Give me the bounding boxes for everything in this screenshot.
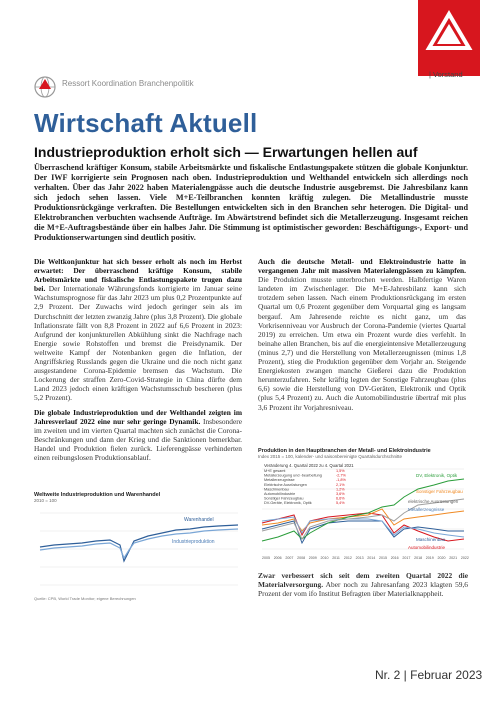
left-paragraph-2: [34, 408, 242, 463]
chart2-year-tick: 2007: [285, 556, 294, 560]
chart2-table-header: Veränderung 4. Quartal 2022 zu 4. Quartal 2021: [264, 463, 354, 468]
chart1-label-industrie: Industrieproduktion: [172, 539, 215, 545]
chart2-subtitle: Index 2015 = 100, kalender- und saisonbereinigte Quartalsdurchschnitte: [258, 454, 402, 459]
left-paragraph-1: [34, 257, 242, 403]
logo-triangle-icon: [423, 8, 475, 54]
chart1-source: Quelle: CPB, World Trade Monitor; eigene Berechnungen: [34, 596, 136, 601]
chart2-year-tick: 2012: [343, 556, 352, 560]
chart2-row-value: 2,1%: [336, 482, 345, 487]
chart2-label-metall: Metallerzeugnisse: [408, 507, 445, 512]
chart2-year-tick: 2014: [367, 556, 376, 560]
right-caption: [258, 571, 468, 598]
chart2-label-auto: Automobilindustrie: [408, 545, 446, 550]
chart2-row-value: -1,8%: [336, 478, 346, 483]
ressort-globe-icon: [30, 74, 60, 100]
page-title: Wirtschaft Aktuell: [34, 108, 258, 138]
ressort-title: Ressort Koordination Branchenpolitik: [62, 79, 194, 88]
chart2-row-label: Metallerzeugnisse: [264, 478, 295, 483]
chart2-label-dv: DV, Elektronik, Optik: [416, 473, 458, 478]
igmetall-logo: [418, 0, 480, 76]
me-branches-chart: [258, 448, 468, 568]
chart2-line-sonst: [262, 509, 464, 531]
chart2-year-tick: 2020: [437, 556, 446, 560]
chart2-row-label: Elektrische Ausrüstungen: [264, 482, 307, 487]
chart2-label-sonst: Sonstiger Fahrzeugbau: [416, 489, 463, 494]
chart2-row-value: 1,5%: [336, 469, 345, 473]
left-p1-bold: Die Weltkonjunktur hat sich besser erholt als noch im Herbst erwartet: Der überraschend kräftige Konsum, stabile Arbeitsmärkte und fiskalische Entlastungspakete trugen dazu bei.: [34, 257, 242, 294]
chart2-year-tick: 2009: [308, 556, 317, 560]
chart2-row-label: Automobilindustrie: [264, 492, 296, 496]
left-column: [34, 257, 242, 467]
chart2-row-label: Metallerzeugung und -bearbeitung: [264, 473, 322, 478]
vorstand-label: | Vorstand: [429, 70, 463, 79]
page-subtitle: Industrieproduktion erholt sich — Erwartungen hellen auf: [34, 144, 418, 160]
chart2-label-elek: elektrische Ausrüstungen: [408, 499, 459, 504]
right-caption-bold: Zwar verbessert sich seit dem zweiten Quartal 2022 die Materialversorgung.: [258, 571, 468, 590]
chart2-title: Produktion in den Hauptbranchen der Metall- und Elektroindustrie: [258, 448, 431, 454]
chart2-row-label: DV-Geräte, Elektronik, Optik: [264, 501, 312, 506]
chart2-year-tick: 2008: [297, 556, 306, 560]
left-p2-text: Insbesondere im zweiten und im vierten Quartal machten sich zunächst die Corona-Beschränkungen und dann der Krieg und die Sanktionen bemerkbar. Handel und Produktion fielen zurück. Lieferengpässe verhinderten einen reibungslosen Produktionsablauf.: [34, 416, 242, 462]
chart2-year-tick: 2019: [425, 556, 434, 560]
chart2-year-tick: 2018: [414, 556, 423, 560]
chart2-year-tick: 2017: [402, 556, 411, 560]
chart2-row-label: M+E gesamt: [264, 469, 286, 473]
chart2-row-value: 5,4%: [336, 501, 345, 506]
chart2-year-tick: 2016: [390, 556, 399, 560]
chart2-year-tick: 2015: [379, 556, 387, 560]
chart2-year-tick: 2006: [273, 556, 282, 560]
right-p1-text: Die Produktion musste unterbrochen werden. Halbfertige Waren landeten im Zwischenlager. Die M+E-Jahresbilanz kann sich trotzdem sehen lassen. Nach einem Produktionsrückgang im ersten Quartal um 0,6 Prozent gegenüber dem Vorquartal ging es langsam bergauf. Am Jahresende reichte es nicht ganz, um das Vorkrisenniveau vor Ausbruch der Corona-Pandemie (viertes Quartal 2019) zu erreichen. Um etwa ein Prozent wurde dies verfehlt. In beinahe allen Branchen, bis auf die energieintensive Metallerzeugung (minus 2,7) und die Herstellung von Metallerzeugnissen (minus 1,8 Prozent), stieg die Produktion gegenüber dem Vorjahr an. Steigende Energiekosten zwangen manche Gießerei dazu die Produktion herunterzufahren. Sehr kräftig legten der Sonstige Fahrzeugbau (plus 6,6) sowie die Herstellung von DV-Geräten, Elektronik und Optik (plus 5,4 Prozent) zu. Auch die Automobilindustrie übertraf mit plus 3,6 Prozent ihr Vorjahresniveau.: [258, 275, 466, 412]
chart2-row-value: 3,6%: [336, 492, 345, 496]
chart1-title: Weltweite Industrieproduktion und Warenhandel: [34, 492, 161, 498]
chart2-row-label: Maschinenbau: [264, 487, 289, 492]
left-p2-bold: Die globale Industrieproduktion und der Welthandel zeigten im Jahresverlauf 2022 eine nur sehr geringe Dynamik.: [34, 407, 242, 426]
chart2-year-tick: 2011: [332, 556, 340, 560]
chart1-plot: [34, 503, 242, 591]
chart2-year-tick: 2013: [355, 556, 364, 560]
chart2-year-tick: 2005: [262, 556, 270, 560]
chart2-line-metall: [262, 517, 464, 537]
right-p1-bold: Auch die deutsche Metall- und Elektroindustrie hatte in vergangenen Jahr mit massiven Materialengpässen zu kämpfen.: [258, 257, 466, 276]
chart1-label-warenhandel: Warenhandel: [184, 517, 214, 523]
chart2-row-label: Sonstiger Fahrzeugbau: [264, 496, 304, 501]
chart2-year-tick: 2010: [320, 556, 329, 560]
right-paragraph-1: [258, 257, 466, 412]
chart2-row-value: 6,6%: [336, 496, 345, 501]
right-column: [258, 257, 466, 417]
chart1-subtitle: 2010 = 100: [34, 498, 57, 503]
chart2-row-value: 1,2%: [336, 487, 345, 492]
chart2-year-tick: 2021: [449, 556, 458, 560]
chart2-year-tick: 2022: [460, 556, 469, 560]
right-caption-text: Aber noch zu Jahresanfang 2023 klagten 59,6 Prozent der vom ifo Institut Befragten über Materialknappheit.: [258, 580, 468, 599]
issue-number: Nr. 2 | Februar 2023: [375, 668, 483, 682]
left-p1-text: Der Internationale Währungsfonds korrigierte im Januar seine Wachstumsprognose für das Jahr 2023 um plus 0,2 Prozentpunkte auf 2,9 Prozent. Der Zuwachs wird jedoch geringer sein als im Durchschnitt der letzten zwanzig Jahre (plus 3,8 Prozent). Die globale Inflationsrate fällt von 8,8 Prozent in 2022 auf 6,6 Prozent in 2023: Aufgrund der konjunkturellen Abkühlung sinkt die Nachfrage nach Energie sowie Rohstoffen und bremst die Preisdynamik. Der weltweite Kampf der Notenbanken gegen die Inflation, der Angriffskrieg Russlands gegen die Ukraine und die noch nicht ganz ausgestandene Corona-Epidemie bremsen das Wachstum. Die Lockerung der straffen Zero-Covid-Strategie in China dürfte dem Land 2023 jedoch einen kräftigen Wachstumsschub bescheren (plus 5,2 Prozent).: [34, 284, 242, 403]
chart2-plot: [258, 459, 468, 563]
chart2-row-value: -2,7%: [336, 473, 346, 478]
lead-paragraph: Überraschend kräftiger Konsum, stabile Arbeitsmärkte und fiskalische Entlastungspakete stützen die globale Konjunktur. Der IWF korrigierte sein Prognosen nach oben. Industrieproduktion und Welthandel entwickeln sich allerdings noch verhalten. Über das Jahr 2022 haben Materialengpässe auch die deutsche Industrie ausgebremst. Die Jahresbilanz kann sich jedoch sehen lassen. Viele M+E-Teilbranchen konnten kräftig zulegen. Die Metallindustrie musste Produktionsrückgänge verkraften. Die Bestellungen entwickelten sich in den Branchen sehr heterogen. Die Digital- und Elektrobranchen verbuchten wachsende Aufträge. Im Abwärtstrend befindet sich die Metallerzeugung. Insgesamt reichen die M+E-Auftragsbestände über ein halbes Jahr. Die Stimmung ist optimistischer geworden: Beschäftigungs-, Export- und Produktionserwartungen sind deutlich positiv.: [34, 163, 468, 242]
ressort-logo: [30, 74, 60, 105]
chart2-label-masch: Maschinenbau: [416, 537, 446, 542]
world-production-chart: [34, 492, 242, 602]
